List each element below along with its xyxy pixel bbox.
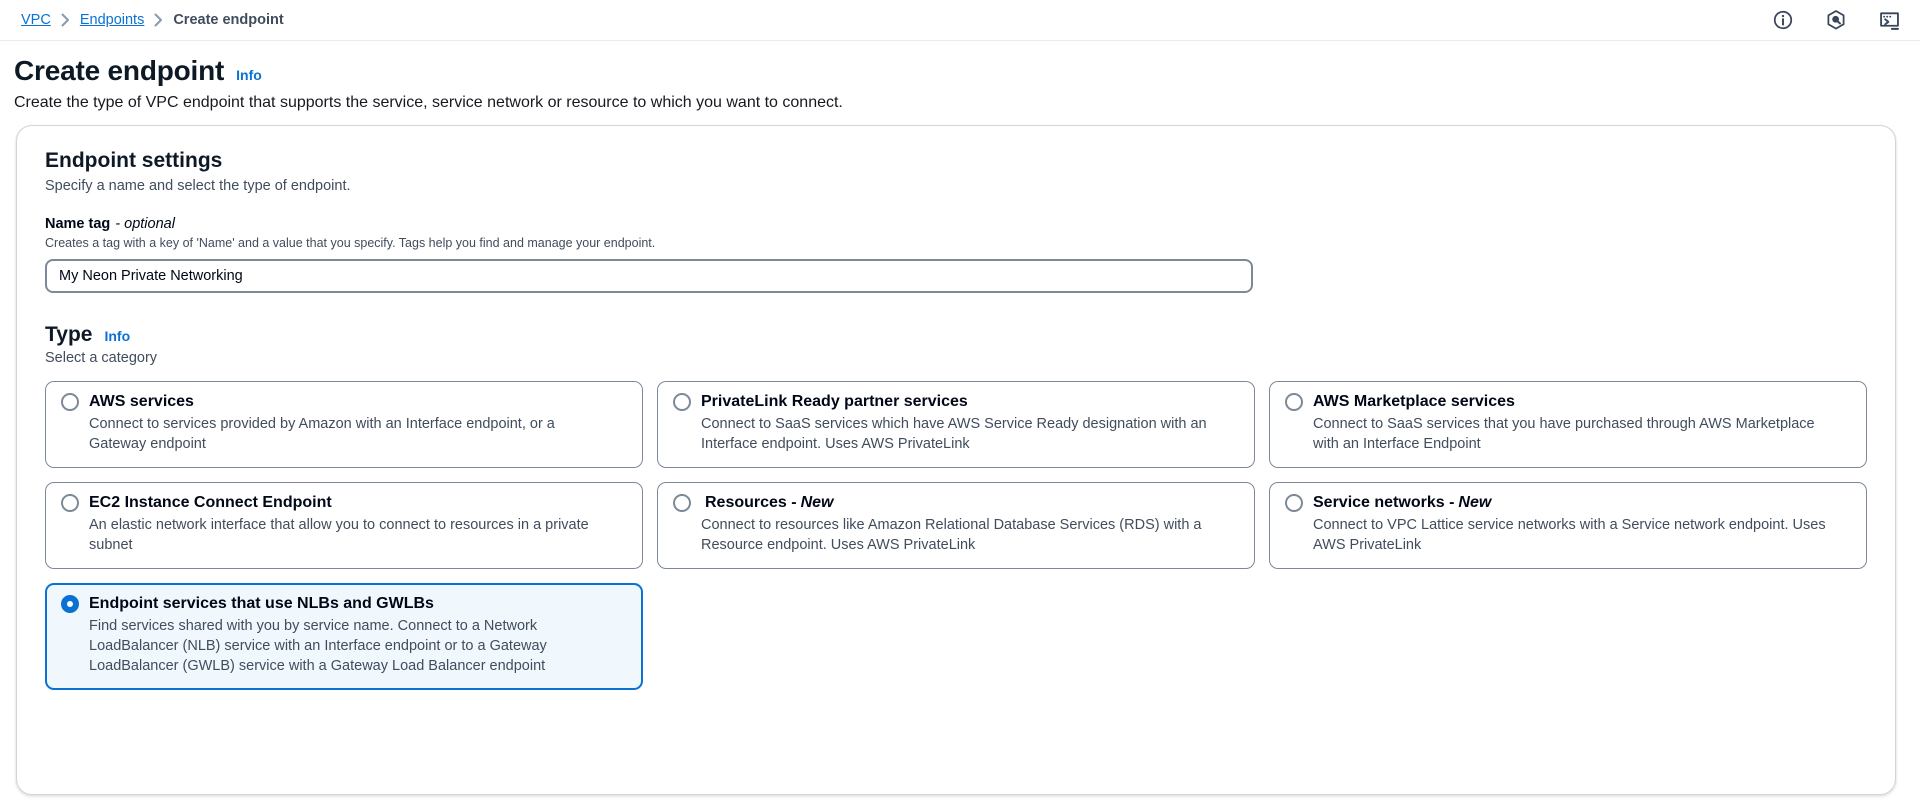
name-tag-optional-label: - optional: [115, 216, 175, 232]
tile-resources[interactable]: [657, 482, 1255, 569]
chevron-right-icon: [154, 13, 163, 27]
page-header: [0, 41, 1920, 112]
name-tag-field: [45, 215, 1867, 293]
page-description: Create the type of VPC endpoint that supports the service, service network or resource to which you want to connect.: [14, 94, 843, 111]
tile-endpoint-services-nlb-gwlb[interactable]: [45, 583, 643, 690]
tile-description: Connect to VPC Lattice service networks with a Service network endpoint. Uses AWS PrivateLink: [1313, 517, 1826, 553]
page-title: Create endpoint: [14, 55, 225, 86]
tile-new-badge: New: [800, 494, 834, 511]
tile-description: Connect to SaaS services that you have purchased through AWS Marketplace with an Interface Endpoint: [1313, 416, 1815, 452]
breadcrumb: [21, 12, 284, 28]
info-circle-icon[interactable]: [1770, 7, 1796, 33]
tile-title: Endpoint services that use NLBs and GWLBs: [89, 595, 434, 612]
topbar-icons: [1770, 7, 1902, 33]
breadcrumb-endpoints-link[interactable]: Endpoints: [79, 12, 145, 28]
tile-aws-services[interactable]: [45, 381, 643, 468]
radio-aws-services[interactable]: [61, 393, 79, 411]
breadcrumb-bar: [0, 0, 1920, 41]
radio-privatelink-partner-services[interactable]: [673, 393, 691, 411]
endpoint-settings-subtitle: Specify a name and select the type of endpoint.: [45, 178, 351, 194]
tile-title: AWS services: [89, 393, 194, 410]
tile-description: Connect to SaaS services which have AWS Service Ready designation with an Interface endpoint. Uses AWS PrivateLink: [701, 416, 1207, 452]
tile-title: AWS Marketplace services: [1313, 393, 1515, 410]
chevron-right-icon: [61, 13, 70, 27]
endpoint-settings-card: [16, 125, 1896, 795]
name-tag-description: Creates a tag with a key of 'Name' and a value that you specify. Tags help you find and manage your endpoint.: [45, 236, 656, 250]
breadcrumb-current: Create endpoint: [173, 12, 284, 28]
tile-title-text: Resources -: [705, 494, 797, 511]
breadcrumb-vpc-link[interactable]: VPC: [21, 12, 51, 28]
name-tag-label: Name tag: [45, 216, 111, 232]
tile-description: Find services shared with you by service name. Connect to a Network LoadBalancer (NLB) service with an Interface endpoint or to a Gateway LoadBalancer (GWLB) service with a Gateway Load Balancer endpoint: [89, 618, 547, 674]
tile-service-networks[interactable]: [1269, 482, 1867, 569]
tile-description: Connect to resources like Amazon Relational Database Services (RDS) with a Resource endpoint. Uses AWS PrivateLink: [701, 517, 1202, 553]
amazon-q-icon[interactable]: [1823, 7, 1849, 33]
type-options-grid: [45, 381, 1867, 690]
type-section: [45, 323, 1867, 690]
tile-ec2-instance-connect-endpoint[interactable]: [45, 482, 643, 569]
type-title: Type: [45, 323, 93, 346]
radio-service-networks[interactable]: [1285, 494, 1303, 512]
tile-new-badge: New: [1458, 494, 1492, 511]
tile-description: Connect to services provided by Amazon with an Interface endpoint, or a Gateway endpoint: [89, 416, 555, 452]
type-subtitle: Select a category: [45, 350, 158, 366]
radio-endpoint-services-nlb-gwlb[interactable]: [61, 595, 79, 613]
cloudshell-icon[interactable]: [1876, 7, 1902, 33]
radio-aws-marketplace-services[interactable]: [1285, 393, 1303, 411]
radio-resources[interactable]: [673, 494, 691, 512]
type-info-link[interactable]: Info: [104, 328, 131, 344]
page-info-link[interactable]: Info: [236, 67, 262, 83]
tile-title: PrivateLink Ready partner services: [701, 393, 968, 410]
tile-description: An elastic network interface that allow you to connect to resources in a private subnet: [89, 517, 589, 553]
name-tag-input[interactable]: [45, 259, 1253, 293]
radio-ec2-instance-connect-endpoint[interactable]: [61, 494, 79, 512]
tile-privatelink-partner-services[interactable]: [657, 381, 1255, 468]
endpoint-settings-title: Endpoint settings: [45, 149, 223, 172]
tile-aws-marketplace-services[interactable]: [1269, 381, 1867, 468]
tile-title-text: Service networks -: [1313, 494, 1455, 511]
tile-title: EC2 Instance Connect Endpoint: [89, 494, 332, 511]
